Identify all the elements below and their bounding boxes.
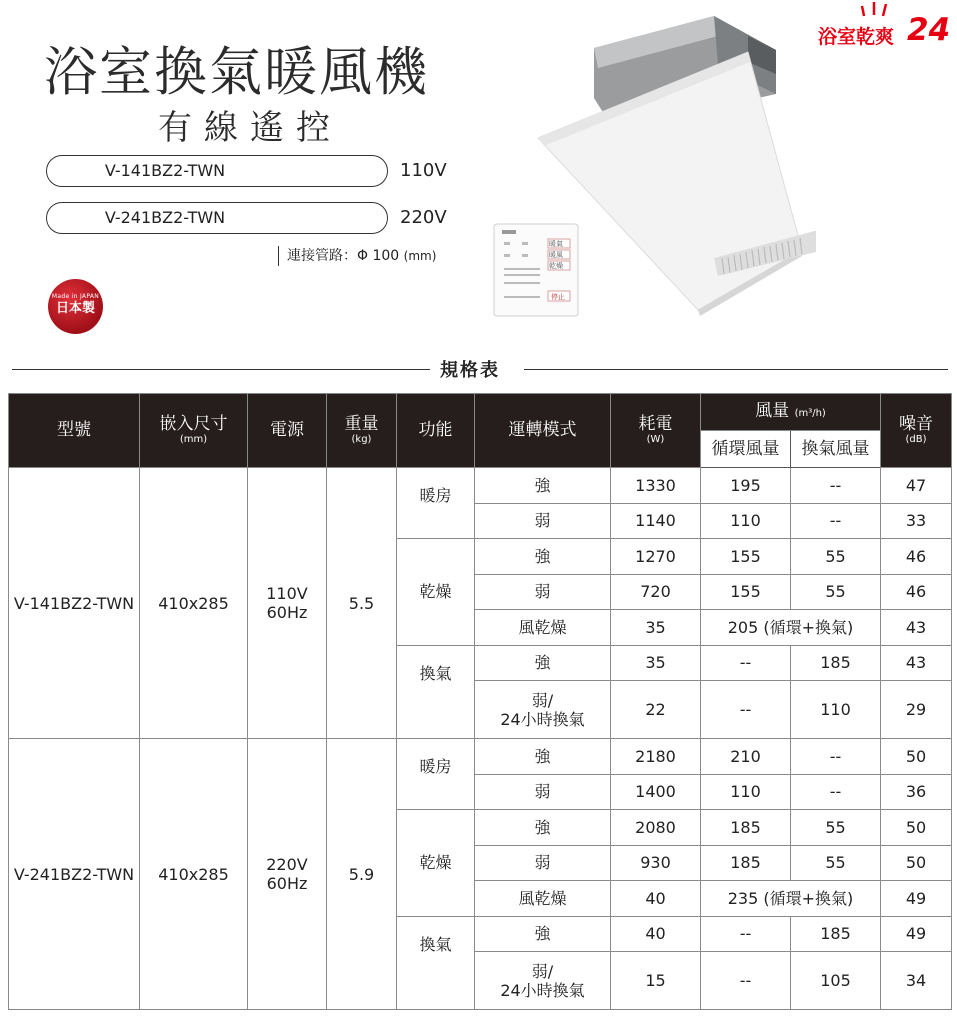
cell-circ: 155 (701, 574, 791, 610)
cell-combined-airflow: 205 (循環+換氣) (701, 610, 881, 646)
cell-mode: 強 (475, 645, 611, 681)
spec-table (8, 393, 952, 1010)
cell-vent: 55 (791, 539, 881, 575)
cell-circ: -- (701, 645, 791, 681)
cell-noise: 46 (881, 539, 952, 575)
cell-vent: 185 (791, 916, 881, 952)
cell-consumption: 930 (611, 845, 701, 881)
badge-small-text: Made in JAPAN (51, 293, 100, 300)
voltage-220v: 220V (400, 207, 447, 228)
pipe-spec (278, 246, 436, 266)
header-weight: 重量 (kg) (327, 394, 397, 468)
cell-consumption: 1270 (611, 539, 701, 575)
cell-weight: 5.5 (327, 468, 397, 739)
cell-mode: 弱 (475, 503, 611, 539)
model-pill-220v (46, 202, 388, 234)
cell-consumption: 35 (611, 645, 701, 681)
cell-vent: 55 (791, 810, 881, 846)
cell-circ: 185 (701, 845, 791, 881)
cell-circ: -- (701, 952, 791, 1010)
cell-function: 乾燥 (397, 539, 475, 646)
cell-mode: 弱/ 24小時換氣 (475, 681, 611, 739)
cell-consumption: 1140 (611, 503, 701, 539)
cell-circ: 185 (701, 810, 791, 846)
header-size: 嵌入尺寸 (mm) (140, 394, 248, 468)
table-row (9, 739, 952, 775)
cell-vent: 185 (791, 645, 881, 681)
cell-circ: -- (701, 916, 791, 952)
model-pill-110v (46, 155, 388, 187)
cell-function: 換氣 (397, 645, 475, 739)
cell-combined-airflow: 235 (循環+換氣) (701, 881, 881, 917)
cell-power-source: 220V 60Hz (248, 739, 327, 1010)
cell-mode: 強 (475, 739, 611, 775)
spec-title-rule-left (12, 369, 430, 370)
spec-title-rule-right (524, 369, 948, 370)
model-pill-label: V-141BZ2-TWN (104, 161, 226, 180)
cell-circ: 195 (701, 468, 791, 504)
product-title: 浴室換氣暖風機 (44, 42, 429, 103)
cell-vent: 105 (791, 952, 881, 1010)
cell-vent: 110 (791, 681, 881, 739)
pipe-unit: (mm) (403, 249, 437, 263)
remote-label: 暖氣 (549, 240, 563, 248)
cell-mode: 強 (475, 539, 611, 575)
cell-noise: 43 (881, 610, 952, 646)
header-airflow-circ: 循環風量 (701, 431, 791, 468)
header-mode: 運轉模式 (475, 394, 611, 468)
cell-mode: 弱 (475, 574, 611, 610)
cell-mode: 弱 (475, 774, 611, 810)
header-airflow-vent: 換氣風量 (791, 431, 881, 468)
cell-consumption: 40 (611, 881, 701, 917)
cell-circ: 110 (701, 774, 791, 810)
cell-noise: 50 (881, 810, 952, 846)
brand-number: 24 (907, 12, 951, 48)
cell-mode: 弱/ 24小時換氣 (475, 952, 611, 1010)
cell-mode: 強 (475, 810, 611, 846)
badge-big-text: 日本製 (55, 301, 95, 316)
cell-consumption: 1400 (611, 774, 701, 810)
cell-mode: 風乾燥 (475, 881, 611, 917)
pipe-label: 連接管路：Φ 100 (287, 248, 400, 264)
cell-consumption: 720 (611, 574, 701, 610)
brand-rays-icon (836, 2, 916, 22)
cell-noise: 43 (881, 645, 952, 681)
cell-noise: 47 (881, 468, 952, 504)
cell-mode: 風乾燥 (475, 610, 611, 646)
cell-noise: 29 (881, 681, 952, 739)
cell-consumption: 40 (611, 916, 701, 952)
cell-consumption: 2180 (611, 739, 701, 775)
cell-consumption: 22 (611, 681, 701, 739)
cell-noise: 49 (881, 916, 952, 952)
cell-function: 換氣 (397, 916, 475, 1010)
cell-power-source: 110V 60Hz (248, 468, 327, 739)
cell-vent: 55 (791, 574, 881, 610)
made-in-japan-badge (48, 279, 103, 334)
table-row (9, 468, 952, 504)
remote-label: 暖風 (549, 251, 563, 259)
remote-label: 停止 (551, 293, 565, 301)
cell-mode: 弱 (475, 845, 611, 881)
header-airflow: 風量 (m³/h) (701, 394, 881, 431)
header-model: 型號 (9, 394, 140, 468)
cell-noise: 36 (881, 774, 952, 810)
cell-vent: -- (791, 468, 881, 504)
remote-label: 乾燥 (549, 262, 563, 270)
voltage-110v: 110V (400, 160, 447, 181)
cell-function: 乾燥 (397, 810, 475, 917)
cell-function: 暖房 (397, 468, 475, 539)
cell-circ: 210 (701, 739, 791, 775)
cell-circ: -- (701, 681, 791, 739)
cell-consumption: 1330 (611, 468, 701, 504)
cell-function: 暖房 (397, 739, 475, 810)
cell-model: V-141BZ2-TWN (9, 468, 140, 739)
cell-circ: 110 (701, 503, 791, 539)
cell-noise: 50 (881, 845, 952, 881)
cell-noise: 50 (881, 739, 952, 775)
header-function: 功能 (397, 394, 475, 468)
product-subtitle: 有線遙控 (158, 108, 342, 148)
cell-vent: -- (791, 774, 881, 810)
cell-consumption: 2080 (611, 810, 701, 846)
header-power-source: 電源 (248, 394, 327, 468)
cell-size: 410x285 (140, 468, 248, 739)
header-noise: 噪音 (dB) (881, 394, 952, 468)
cell-noise: 46 (881, 574, 952, 610)
cell-consumption: 35 (611, 610, 701, 646)
cell-circ: 155 (701, 539, 791, 575)
cell-mode: 強 (475, 916, 611, 952)
cell-mode: 強 (475, 468, 611, 504)
cell-vent: 55 (791, 845, 881, 881)
brand-text: 浴室乾爽 (818, 26, 895, 48)
cell-size: 410x285 (140, 739, 248, 1010)
cell-weight: 5.9 (327, 739, 397, 1010)
header-consumption: 耗電 (W) (611, 394, 701, 468)
product-image (486, 10, 816, 320)
cell-vent: -- (791, 503, 881, 539)
cell-consumption: 15 (611, 952, 701, 1010)
spec-title: 規格表 (440, 360, 500, 381)
cell-noise: 34 (881, 952, 952, 1010)
table-header-row (9, 394, 952, 431)
cell-noise: 49 (881, 881, 952, 917)
cell-vent: -- (791, 739, 881, 775)
model-pill-label: V-241BZ2-TWN (104, 208, 226, 227)
cell-noise: 33 (881, 503, 952, 539)
cell-model: V-241BZ2-TWN (9, 739, 140, 1010)
